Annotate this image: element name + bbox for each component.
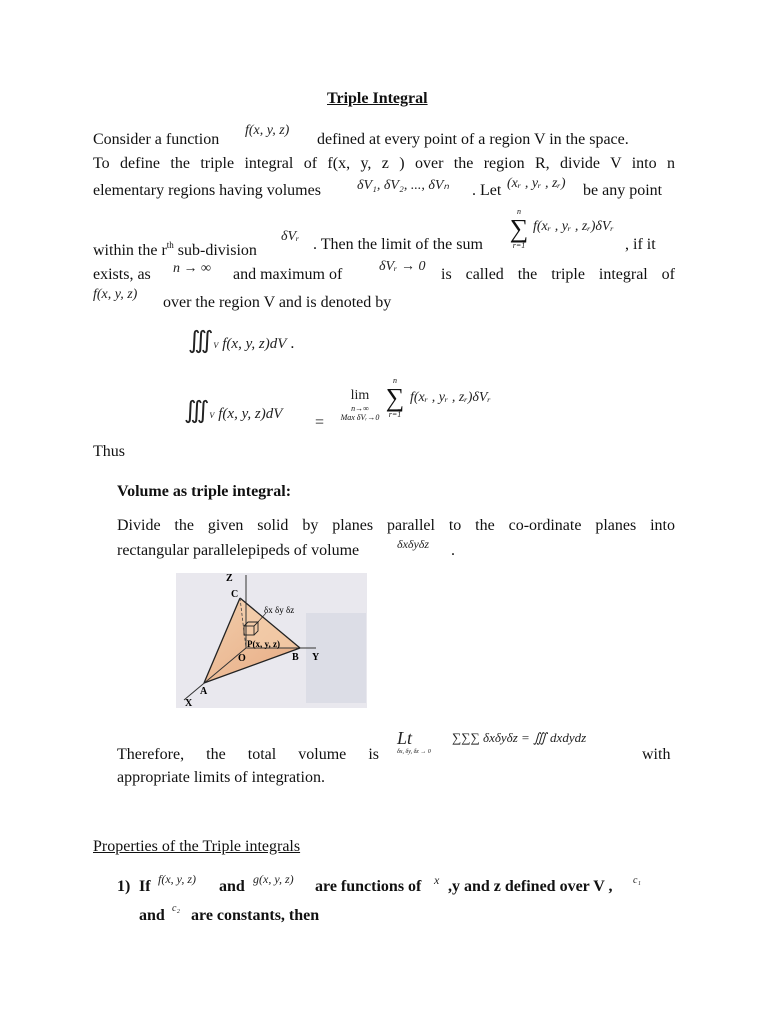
point-p-label: P(x, y, z): [247, 639, 280, 649]
thus-text: Thus: [93, 443, 125, 460]
tetrahedron-svg: [176, 573, 367, 708]
intro-line-4: [93, 235, 257, 261]
sum-expression-math: f(xᵣ , yᵣ , zᵣ)δVᵣ: [410, 390, 491, 405]
intro-text: is called the triple integral of: [441, 266, 675, 283]
total-volume-formula: [397, 728, 431, 756]
volume-paragraph-line-1: Divide the given solid by planes parallel to the co-ordinate planes into: [117, 517, 675, 534]
integrand-math: f(x, y, z)dV: [218, 406, 283, 422]
z-axis-label: Z: [226, 573, 233, 584]
volumes-math: δV₁, δV₂, ..., δVₙ: [357, 178, 449, 193]
function-fxyz-math: f(x, y, z): [245, 123, 290, 138]
vertex-b-label: B: [292, 652, 299, 663]
are-functions-text: are functions of: [315, 878, 422, 895]
fxyz-math: f(x, y, z): [93, 287, 138, 302]
sums-expression-math: ∑∑∑ δxδyδz = ∭ dxdydz: [452, 730, 587, 745]
intro-text: be any point: [583, 182, 663, 199]
dxdydz-math: δxδyδz: [397, 537, 430, 551]
vertex-c-label: C: [231, 589, 239, 600]
n-infinity-math: n → ∞: [173, 261, 211, 276]
lim-label: lim: [350, 388, 370, 403]
period: .: [451, 542, 455, 559]
integrand-math: f(x, y, z)dV: [222, 336, 287, 352]
region-subscript: V: [209, 411, 215, 420]
intro-text: . Let: [472, 182, 502, 199]
vertex-a-label: A: [200, 686, 208, 697]
total-volume-line-2: appropriate limits of integration.: [117, 769, 325, 786]
lt-subscript: δx, δy, δz → 0: [397, 749, 431, 755]
c2-math: c₂: [172, 903, 180, 914]
superscript-th: th: [166, 240, 174, 250]
f-function-math: f(x, y, z): [158, 872, 196, 886]
triple-integral-icon: ∭: [184, 398, 210, 424]
lt-label: Lt: [397, 728, 413, 748]
intro-line-2: To define the triple integral of f(x, y, z ) over the region R, divide V into n: [93, 155, 675, 172]
sum-symbol-group: [384, 377, 406, 419]
lim-sub-1: n→∞: [351, 404, 369, 413]
intro-line-1: [93, 130, 219, 150]
intro-text: sub-division: [177, 242, 257, 259]
g-function-math: g(x, y, z): [253, 872, 294, 886]
intro-text: defined at every point of a region V in the space.: [317, 131, 629, 148]
volume-paragraph-line-2: rectangular parallelepipeds of volume: [117, 542, 360, 559]
with-text: with: [642, 746, 671, 763]
formula-dot: .: [290, 335, 295, 352]
c1-math: c₁: [633, 875, 641, 886]
intro-text: elementary regions having volumes: [93, 182, 321, 199]
x-variable-math: x: [434, 873, 440, 887]
sum-sigma-icon: ∑: [385, 383, 405, 412]
volume-heading: Volume as triple integral:: [117, 483, 292, 500]
formula-definition: [184, 396, 282, 425]
dxdydz-label: δx δy δz: [264, 605, 295, 615]
sum-upper: n: [393, 376, 397, 385]
sum-symbol-group: [508, 208, 530, 250]
intro-text: . Then the limit of the sum: [313, 236, 483, 253]
page-title: Triple Integral: [327, 90, 428, 107]
sum-lower: r=1: [388, 410, 402, 419]
intro-text: , if it: [625, 236, 656, 253]
intro-text: exists, as: [93, 266, 151, 283]
point-math: (xᵣ , yᵣ , zᵣ): [507, 176, 566, 191]
constants-text: are constants, then: [191, 907, 320, 924]
lim-sub-2: Max δVᵣ→0: [340, 413, 380, 422]
if-text: If: [139, 878, 151, 895]
intro-text: over the region V and is denoted by: [163, 294, 392, 311]
tetrahedron-figure: [176, 573, 367, 708]
intro-text: and maximum of: [233, 266, 343, 283]
and-text: and: [219, 878, 245, 895]
intro-text: within the r: [93, 242, 167, 259]
x-axis-label: X: [185, 698, 193, 708]
equals-sign: =: [315, 414, 325, 431]
sum-upper: n: [517, 207, 521, 216]
intro-text: Consider a function: [93, 131, 220, 148]
sum-lower: r=1: [512, 241, 526, 250]
triple-integral-icon: ∭: [188, 328, 214, 354]
list-number: 1): [117, 878, 131, 895]
properties-heading: Properties of the Triple integrals: [93, 838, 301, 855]
defined-over-text: ,y and z defined over V ,: [448, 878, 613, 895]
sum-expression-math: f(xᵣ , yᵣ , zᵣ)δVᵣ: [533, 219, 614, 234]
dv-zero-math: δVᵣ → 0: [379, 259, 426, 274]
dvr-math: δVᵣ: [281, 229, 300, 244]
origin-o-label: O: [238, 653, 246, 664]
total-volume-text: Therefore, the total volume is: [117, 746, 379, 763]
and-text: and: [139, 907, 165, 924]
region-subscript: V: [213, 341, 219, 350]
formula-triple-integral: [188, 326, 294, 355]
limit-group: [330, 388, 390, 422]
sum-sigma-icon: ∑: [509, 214, 529, 243]
y-axis-label: Y: [312, 652, 320, 663]
